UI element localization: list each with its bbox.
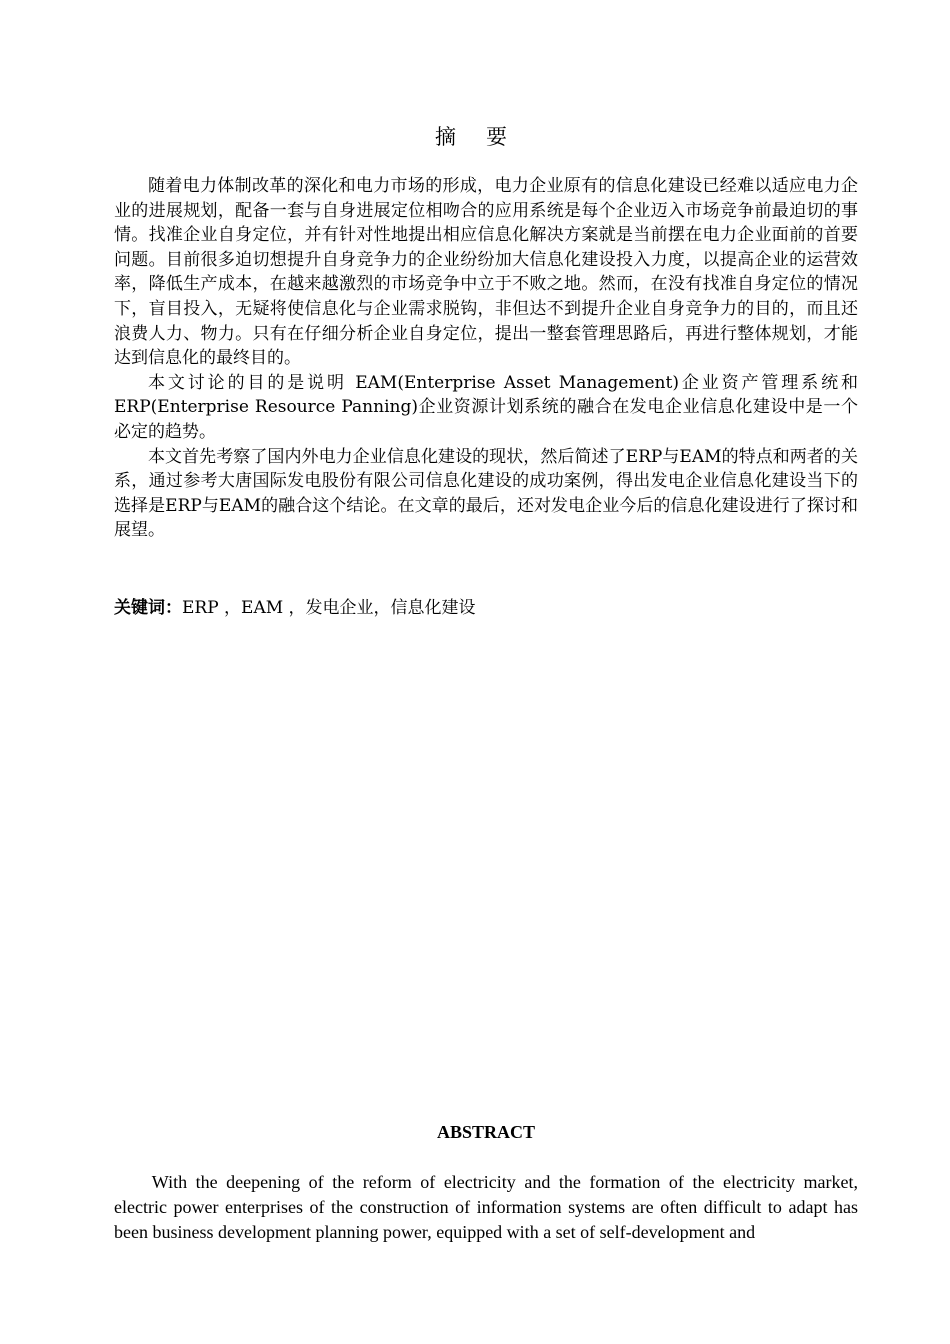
abstract-en-body bbox=[114, 1170, 858, 1245]
abstract-cn-paragraph-2: 本文讨论的目的是说明 EAM(Enterprise Asset Management)企业资产管理系统和ERP(Enterprise Resource Panning)企业资源计划系统的融合在发电企业信息化建设中是一个必定的趋势。 bbox=[114, 372, 858, 442]
abstract-cn-paragraph-3: 本文首先考察了国内外电力企业信息化建设的现状，然后简述了ERP与EAM的特点和两者的关系，通过参考大唐国际发电股份有限公司信息化建设的成功案例，得出发电企业信息化建设当下的选择是ERP与EAM的融合这个结论。在文章的最后，还对发电企业今后的信息化建设进行了探讨和展望。 bbox=[114, 446, 858, 541]
keywords-value: ERP ，EAM ，发电企业，信息化建设 bbox=[182, 598, 476, 618]
keywords-label: 关键词： bbox=[114, 598, 182, 618]
keywords-line bbox=[114, 596, 476, 620]
abstract-en-paragraph: With the deepening of the reform of electricity and the formation of the electricity market, electric power enterprises of the construction of information systems are often difficult to adapt has been business development planning power, equipped with a set of self-development and bbox=[114, 1172, 858, 1242]
abstract-en-title: ABSTRACT bbox=[436, 1122, 536, 1142]
abstract-cn-paragraph-1: 随着电力体制改革的深化和电力市场的形成，电力企业原有的信息化建设已经难以适应电力企业的进展规划，配备一套与自身进展定位相吻合的应用系统是每个企业迈入市场竞争前最迫切的事情。找准企业自身定位，并有针对性地提出相应信息化解决方案就是当前摆在电力企业面前的首要问题。目前很多迫切想提升自身竞争力的企业纷纷加大信息化建设投入力度，以提高企业的运营效率，降低生产成本，在越来越激烈的市场竞争中立于不败之地。然而，在没有找准自身定位的情况下，盲目投入，无疑将使信息化与企业需求脱钩，非但达不到提升企业自身竞争力的目的，而且还浪费人力、物力。只有在仔细分析企业自身定位，提出一整套管理思路后，再进行整体规划，才能达到信息化的最终目的。 bbox=[114, 176, 858, 369]
abstract-cn-title: 摘要 bbox=[435, 125, 537, 149]
abstract-cn-body bbox=[114, 174, 858, 543]
